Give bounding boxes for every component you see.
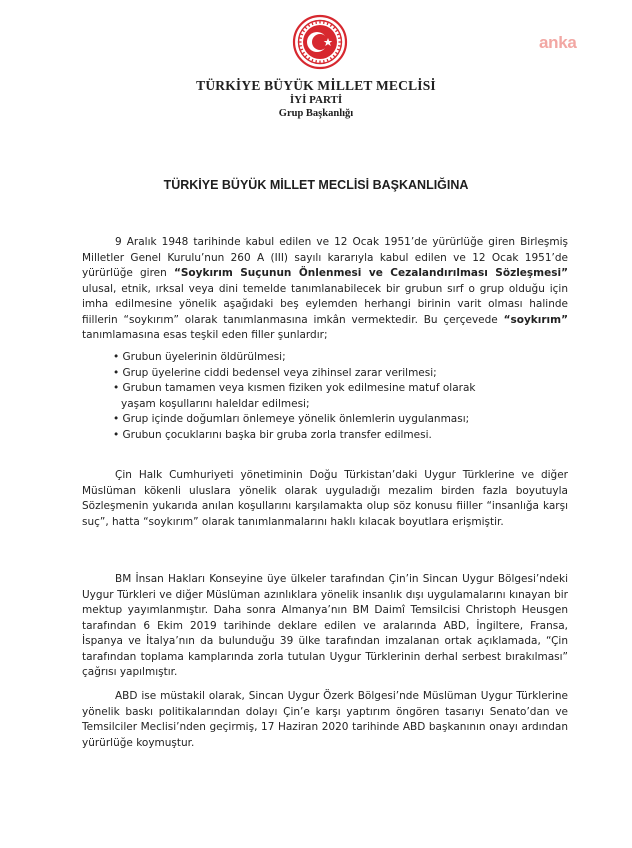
list-item: • Grubun çocuklarını başka bir gruba zorla transfer edilmesi. xyxy=(113,428,432,441)
paragraph-3-text: BM İnsan Hakları Konseyine üye ülkeler tarafından Çin’in Sincan Uygur Bölgesi’ndeki Uygur Türkleri ve diğer Müslüman azınlıklara yönelik insanlık dışı uygulamalarını kınayan bir mektup yayımlanmıştır. Daha sonra Almanya’nın BM Daimî Temsilcisi Christoph Heusgen tarafından 6 Ekim 2019 tarihinde deklare edilen ve aralarında ABD, İngiltere, Fransa, İspanya ve İtalya’nın da bulunduğu 39 ülke tarafından imzalanan ortak açıklamada, “Çin tarafından toplama kamplarında zorla tutulan Uygur Türklerinin derhal serbest bırakılması” çağrısı yapılmıştır. xyxy=(82,573,568,678)
list-item-continuation: yaşam koşullarını haleldar edilmesi; xyxy=(121,397,310,410)
paragraph-4 xyxy=(82,689,568,751)
paragraph-2-text: Çin Halk Cumhuriyeti yönetiminin Doğu Türkistan’daki Uygur Türklerine ve diğer Müslüman kökenli uluslara yönelik olarak uyguladığı mezalim birden fazla boyutuyla Sözleşmenin yukarıda anılan koşullarını karşılamakta olup söz konusu fiiller “insanlığa karşı suç”, hatta “soykırım” olarak tanımlanmalarını haklı kılacak boyutlara erişmiştir. xyxy=(82,469,568,528)
paragraph-1 xyxy=(82,235,568,344)
letterhead-office: Grup Başkanlığı xyxy=(278,108,354,119)
paragraph-1-text-a: 9 Aralık 1948 tarihinde kabul edilen ve 12 Ocak 1951’de yürürlüğe giren Birleşmiş Milletler Genel Kurulu’nun 260 A (III) sayılı kararıyla kabul edilen ve 12 Ocak 1951’de yürürlüğe giren xyxy=(82,236,568,279)
tbmm-emblem-icon xyxy=(292,14,348,70)
document-title: TÜRKİYE BÜYÜK MİLLET MECLİSİ BAŞKANLIĞINA xyxy=(163,178,469,192)
genocide-term: “soykırım” xyxy=(503,313,568,326)
paragraph-1-text-b: ulusal, etnik, ırksal veya dini temelde tanımlanabilecek bir grubun sırf o grup olduğu için imha edilmesine yönelik aşağıdaki beş eylemden herhangi birinin varit olması halinde fiillerin “soykırım” olarak tanımlanmasına imkân vermektedir. Bu çerçevede xyxy=(82,282,568,326)
genocide-acts-list xyxy=(113,350,573,443)
list-item: • Grup üyelerine ciddi bedensel veya zihinsel zarar verilmesi; xyxy=(113,366,437,379)
paragraph-2 xyxy=(82,468,568,530)
list-item: • Grubun üyelerinin öldürülmesi; xyxy=(113,351,286,363)
convention-name: “Soykırım Suçunun Önlenmesi ve Cezalandırılması Sözleşmesi” xyxy=(173,267,568,279)
list-item: • Grubun tamamen veya kısmen fiziken yok edilmesine matuf olarak xyxy=(113,382,476,394)
letterhead-institution: TÜRKİYE BÜYÜK MİLLET MECLİSİ xyxy=(196,78,436,93)
paragraph-1-text-c: tanımlamasına esas teşkil eden filler şunlardır; xyxy=(82,329,328,341)
paragraph-4-text: ABD ise müstakil olarak, Sincan Uygur Özerk Bölgesi’nde Müslüman Uygur Türklerine yönelik baskı politikalarından dolayı Çin’e karşı yaptırım öngören tasarıyı Senato’dan ve Temsilciler Meclisi’nden geçirmiş, 17 Haziran 2020 tarihinde ABD başkanının onayı ardından yürürlüğe koymuştur. xyxy=(82,690,568,749)
anka-watermark: anka xyxy=(539,33,577,52)
letterhead-party: İYİ PARTİ xyxy=(289,94,343,106)
list-item: • Grup içinde doğumları önlemeye yönelik önlemlerin uygulanması; xyxy=(113,413,470,425)
paragraph-3 xyxy=(82,572,568,681)
